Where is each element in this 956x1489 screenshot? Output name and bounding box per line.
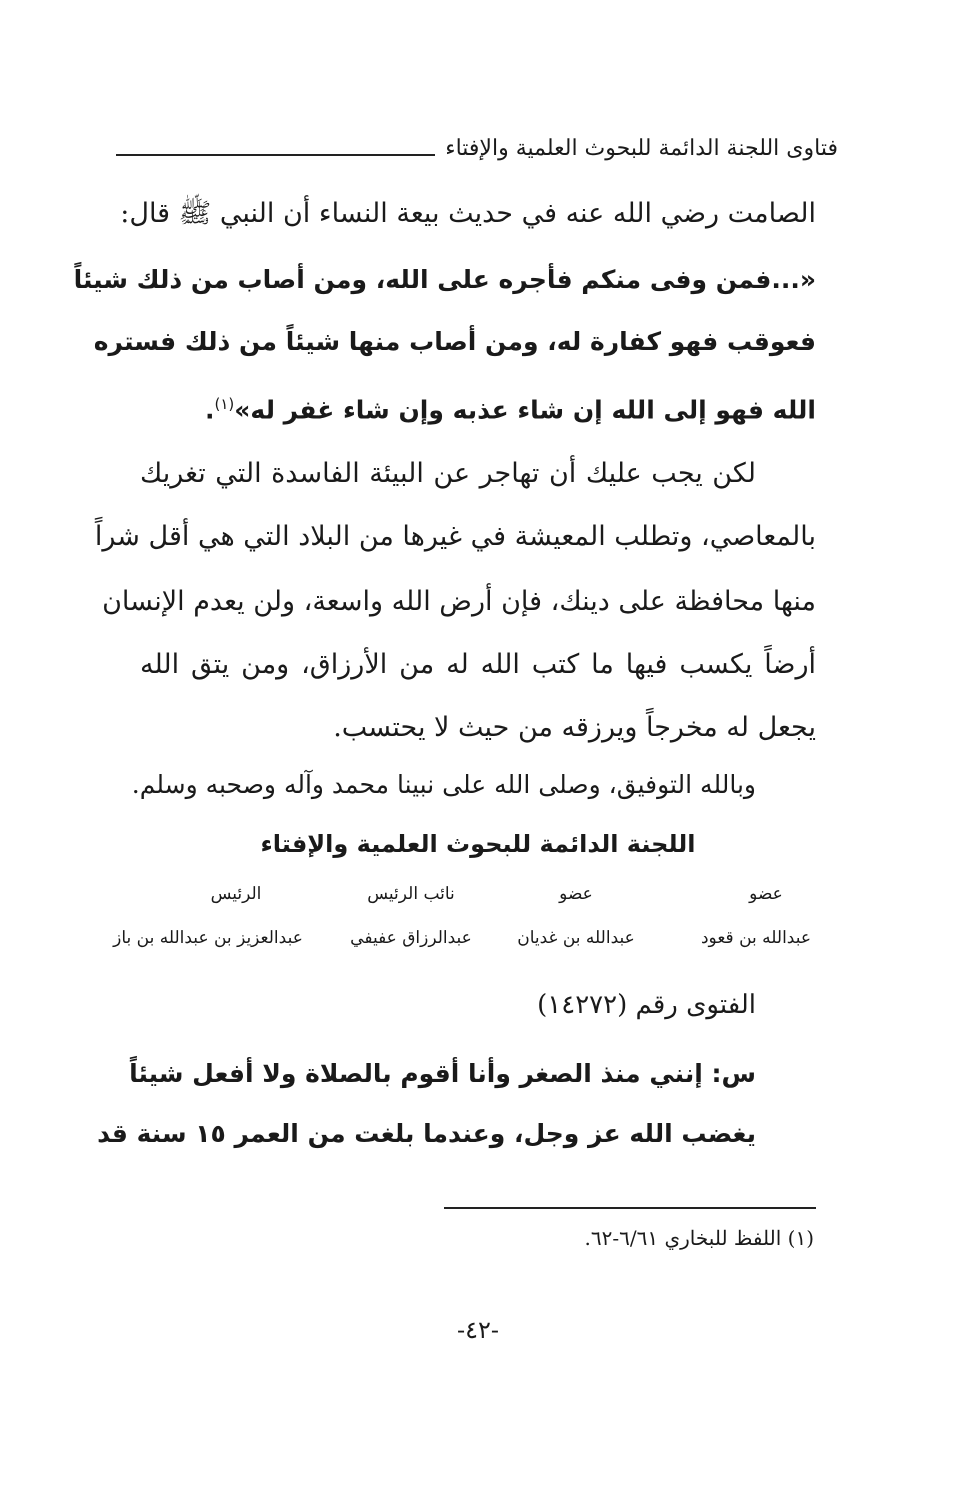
hadith-line-3 — [140, 382, 816, 432]
hadith-line-1: «...فمن وفى منكم فأجره على الله، ومن أصاب من ذلك شيئاً — [73, 265, 816, 294]
body-line-8: أرضاً يكسب فيها ما كتب الله له من الأرزاق، ومن يتق الله — [140, 649, 816, 680]
closing-prayer: وبالله التوفيق، وصلى الله على نبينا محمد وآله وصحبه وسلم. — [131, 770, 756, 799]
footnote-rule — [444, 1207, 816, 1209]
hadith-line-3-text: الله فهو إلى الله إن شاء عذبه وإن شاء غفر له» — [234, 395, 816, 425]
signatory-3-name: عبدالرزاق عفيفي — [350, 928, 472, 948]
signatory-3-role: نائب الرئيس — [367, 884, 455, 904]
running-header-title: فتاوى اللجنة الدائمة للبحوث العلمية والإفتاء — [445, 135, 838, 161]
signatory-4-role: الرئيس — [210, 884, 262, 904]
body-line-7: منها محافظة على دينك، فإن أرض الله واسعة، ولن يعدم الإنسان — [102, 586, 816, 617]
question-line-2: يغضب الله عز وجل، وعندما بلغت من العمر ١٥ سنة قد — [97, 1119, 756, 1148]
body-line-6: بالمعاصي، وتطلب المعيشة في غيرها من البلاد التي هي أقل شراً — [94, 521, 816, 552]
header-rule — [116, 154, 435, 156]
hadith-line-3-period: . — [204, 395, 215, 425]
hadith-line-2: فعوقب فهو كفارة له، ومن أصاب منها شيئاً من ذلك فستره — [93, 327, 816, 356]
body-line-9: يجعل له مخرجاً ويرزقه من حيث لا يحتسب. — [333, 712, 816, 743]
footnote: (١) اللفظ للبخاري ٦/٦١-٦٢. — [584, 1226, 814, 1250]
committee-title: اللجنة الدائمة للبحوث العلمية والإفتاء — [260, 830, 696, 858]
question-line-1: س: إنني منذ الصغر وأنا أقوم بالصلاة ولا أفعل شيئاً — [129, 1059, 756, 1088]
signatory-2-role: عضو — [559, 884, 593, 904]
page-number: -٤٢- — [457, 1316, 499, 1344]
body-line-5: لكن يجب عليك أن تهاجر عن البيئة الفاسدة التي تغريك — [140, 458, 756, 489]
signatory-1-role: عضو — [749, 884, 783, 904]
signatory-2-name: عبدالله بن غديان — [517, 928, 635, 948]
body-line-1: الصامت رضي الله عنه في حديث بيعة النساء أن النبي ﷺ قال: — [120, 198, 816, 229]
signatory-1-name: عبدالله بن قعود — [700, 928, 811, 948]
fatwa-number: الفتوى رقم (١٤٢٧٢) — [537, 990, 756, 1020]
footnote-marker: (١) — [214, 395, 235, 413]
signatory-4-name: عبدالعزيز بن عبدالله بن باز — [113, 928, 303, 948]
running-header — [116, 128, 838, 168]
